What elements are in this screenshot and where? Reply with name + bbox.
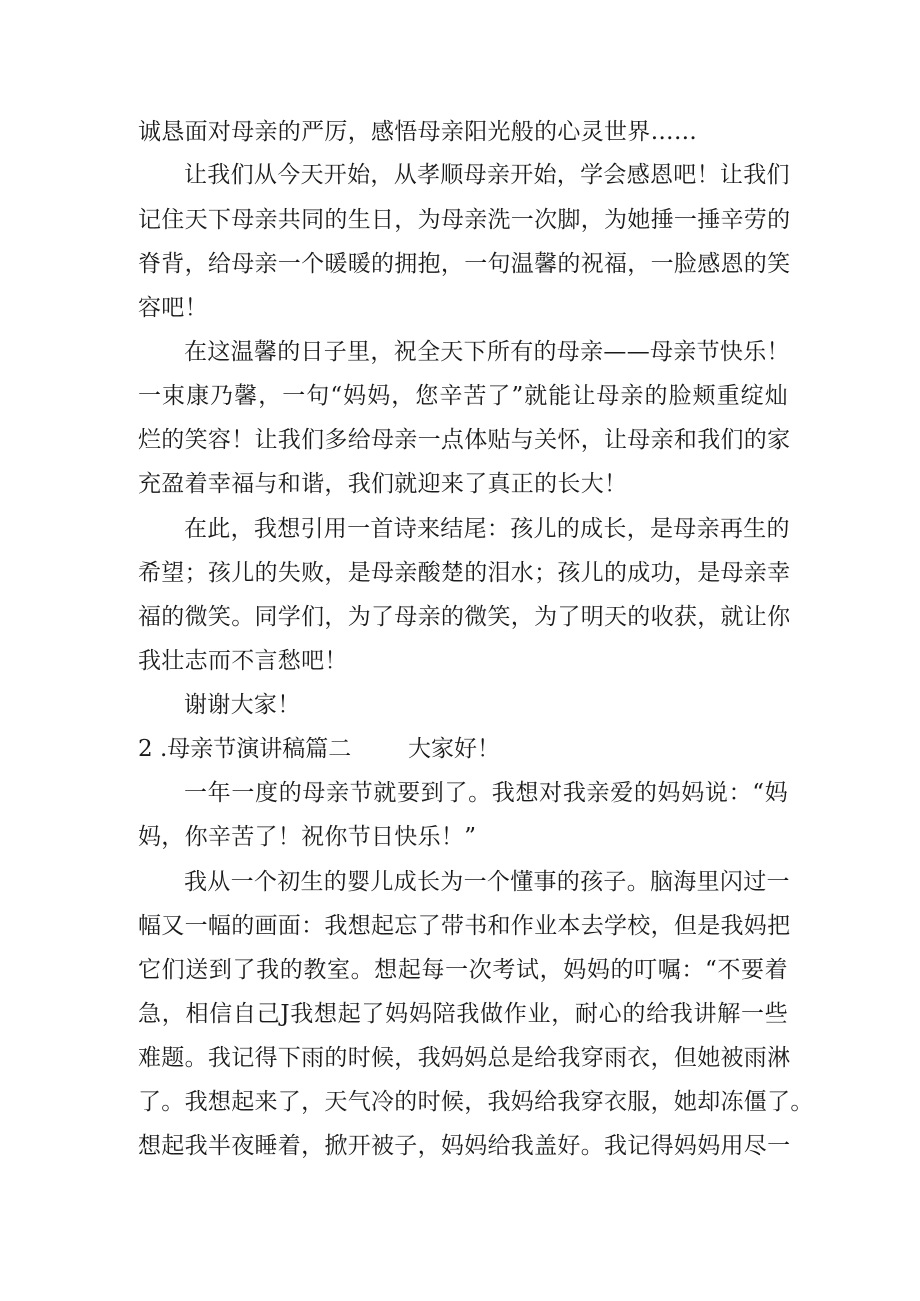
paragraph-line: 在此，我想引用一首诗来结尾：孩儿的成长，是母亲再生的 — [184, 516, 790, 542]
paragraph-line: 福的微笑。同学们，为了母亲的微笑，为了明天的收获，就让你 — [138, 604, 791, 630]
paragraph-line: 烂的笑容！让我们多给母亲一点体贴与关怀，让母亲和我们的家 — [138, 427, 791, 453]
paragraph-line: 记住天下母亲共同的生日，为母亲洗一次脚，为她捶一捶辛劳的 — [138, 207, 791, 233]
paragraph-line: 一年一度的母亲节就要到了。我想对我亲爱的妈妈说：“妈 — [184, 780, 788, 806]
paragraph-line: 幅又一幅的画面：我想起忘了带书和作业本去学校，但是我妈把 — [138, 913, 791, 939]
paragraph-line: 妈，你辛苦了！祝你节日快乐！” — [138, 824, 477, 850]
paragraph-line: 脊背，给母亲一个暖暖的拥抱，一句温馨的祝福，一脸感恩的笑 — [138, 251, 791, 277]
section-heading — [138, 729, 351, 769]
paragraph-line: 容吧！ — [138, 295, 208, 321]
paragraph-line: 在这温馨的日子里，祝全天下所有的母亲——母亲节快乐！ — [184, 339, 790, 365]
paragraph-line: 希望；孩儿的失败，是母亲酸楚的泪水；孩儿的成功，是母亲幸 — [138, 560, 791, 586]
paragraph-line: 我从一个初生的婴儿成长为一个懂事的孩子。脑海里闪过一 — [184, 869, 790, 895]
section-greeting: 大家好！ — [408, 736, 500, 762]
paragraph-line: 我壮志而不言愁吧！ — [138, 648, 348, 674]
section-title: .母亲节演讲稿篇二 — [159, 736, 352, 762]
paragraph-line: 难题。我记得下雨的时候，我妈妈总是给我穿雨衣，但她被雨淋 — [138, 1045, 791, 1071]
paragraph-line: 一束康乃馨，一句“妈妈，您辛苦了”就能让母亲的脸颊重绽灿 — [138, 383, 788, 409]
paragraph-line: 诚恳面对母亲的严厉，感悟母亲阳光般的心灵世界…… — [138, 119, 698, 145]
section-number: 2 — [138, 736, 153, 762]
paragraph-line: 让我们从今天开始，从孝顺母亲开始，学会感恩吧！让我们 — [184, 162, 790, 188]
paragraph-line: 了。我想起来了，天气冷的时候，我妈给我穿衣服，她却冻僵了。 — [138, 1089, 814, 1115]
paragraph-line: 谢谢大家！ — [184, 692, 301, 718]
paragraph-line: 急，相信自己J我想起了妈妈陪我做作业，耐心的给我讲解一些 — [138, 1001, 788, 1027]
paragraph-line: 想起我半夜睡着，掀开被子，妈妈给我盖好。我记得妈妈用尽一 — [138, 1133, 791, 1159]
paragraph-line: 充盈着幸福与和谐，我们就迎来了真正的长大！ — [138, 471, 628, 497]
paragraph-line: 它们送到了我的教室。想起每一次考试，妈妈的叮嘱：“不要着 — [138, 957, 788, 983]
